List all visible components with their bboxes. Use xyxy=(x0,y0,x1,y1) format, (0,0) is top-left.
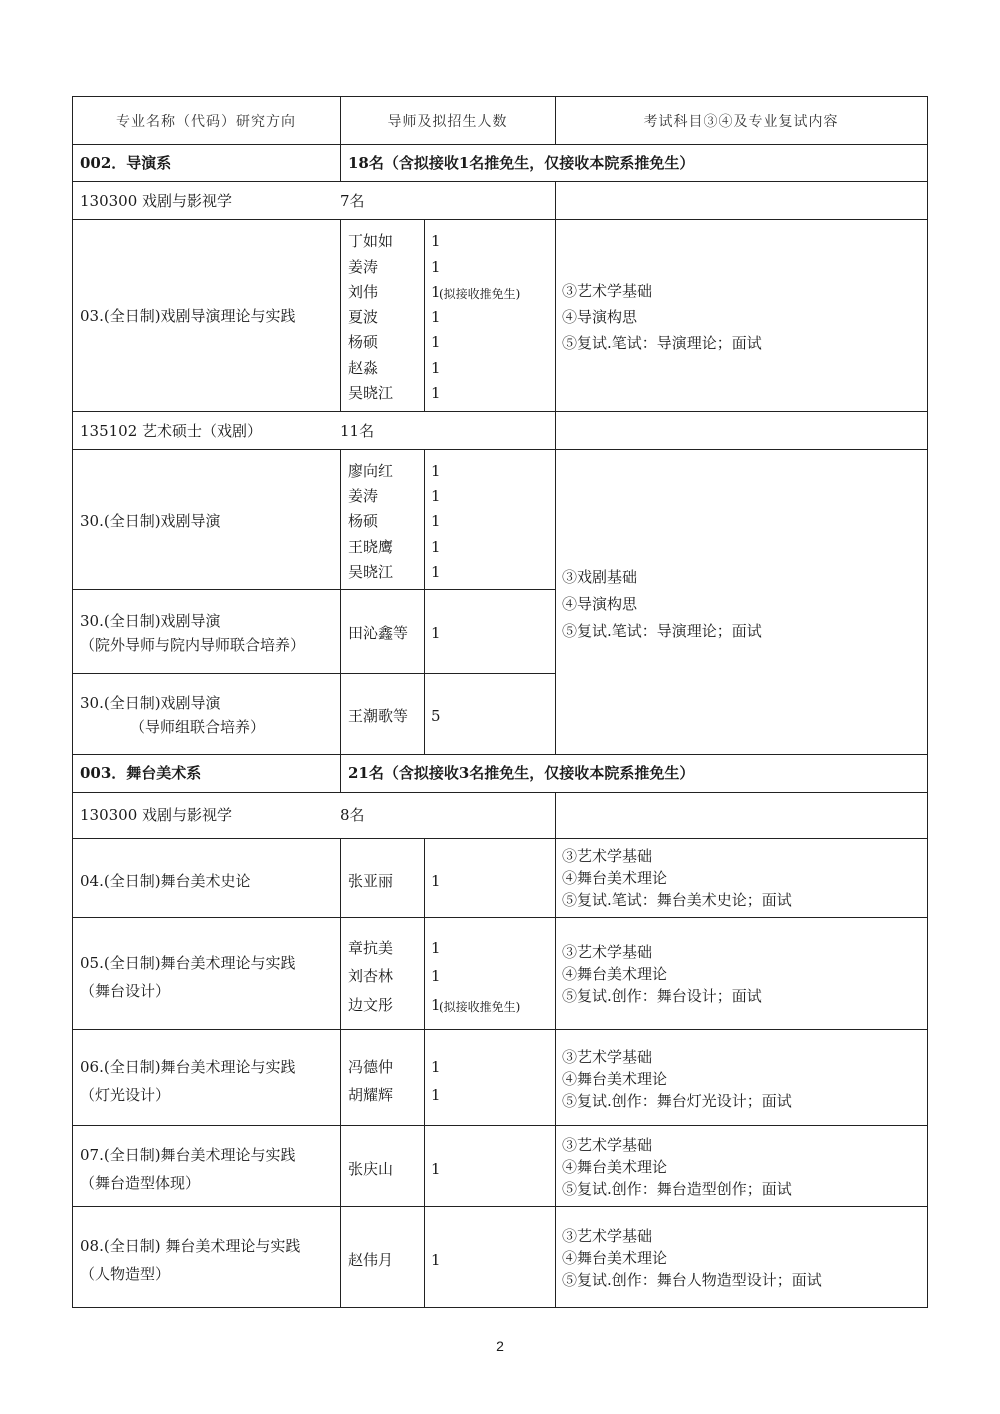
tutor-name: 王潮歌等 xyxy=(348,707,409,725)
exam-subject: ⑤复试.笔试：舞台美术史论；面试 xyxy=(562,891,792,909)
tutor-name: 吴晓江 xyxy=(348,384,394,402)
tutor-name: 刘伟 xyxy=(348,283,379,301)
tutor-quota: 1 xyxy=(431,872,441,890)
exam-subject: ⑤复试.笔试：导演理论；面试 xyxy=(562,622,762,640)
direction-subtitle: （舞台造型体现） xyxy=(80,1174,201,1192)
direction-title: 30.(全日制)戏剧导演 xyxy=(80,694,221,712)
tutor-name: 杨硕 xyxy=(348,333,379,351)
dept-quota: 21名（含拟接收3名推免生，仅接收本院系推免生） xyxy=(348,764,695,782)
exam-subject: ⑤复试.创作：舞台设计；面试 xyxy=(562,987,762,1005)
tutor-quota: 5 xyxy=(431,707,441,725)
tutor-name: 章抗美 xyxy=(348,939,394,957)
major-code-name: 130300 戏剧与影视学 xyxy=(80,192,233,210)
tutor-name: 丁如如 xyxy=(348,232,394,250)
direction-subtitle: （人物造型） xyxy=(80,1265,171,1283)
tutor-quota: 1 xyxy=(431,258,441,276)
exam-subject: ③戏剧基础 xyxy=(562,568,638,586)
exam-subject: ④舞台美术理论 xyxy=(562,869,668,887)
direction-subtitle: （舞台设计） xyxy=(80,982,171,1000)
exam-subject: ④导演构思 xyxy=(562,595,638,613)
direction-title: 08.(全日制) 舞台美术理论与实践 xyxy=(80,1237,301,1255)
tutor-name: 胡耀辉 xyxy=(348,1086,394,1104)
major-count: 7名 xyxy=(340,192,365,210)
tutor-quota: 1 xyxy=(431,308,441,326)
tutor-quota: 1 xyxy=(431,462,441,480)
tutor-name: 吴晓江 xyxy=(348,563,394,581)
major-code-name: 135102 艺术硕士（戏剧） xyxy=(80,422,263,440)
tutor-quota: 1 xyxy=(431,624,441,642)
exam-subject: ③艺术学基础 xyxy=(562,1048,653,1066)
page-number: 2 xyxy=(496,1338,504,1354)
direction-subtitle: （灯光设计） xyxy=(80,1086,171,1104)
exam-subject: ⑤复试.创作：舞台人物造型设计；面试 xyxy=(562,1271,822,1289)
tutor-quota: 1 xyxy=(431,1058,441,1076)
tutor-quota: 1 xyxy=(431,232,441,250)
header-col1: 专业名称（代码）研究方向 xyxy=(116,114,296,130)
exam-subject: ③艺术学基础 xyxy=(562,847,653,865)
dept-name: 003．舞台美术系 xyxy=(80,764,202,782)
table-border-bottom xyxy=(72,1307,928,1308)
direction-title: 03.(全日制)戏剧导演理论与实践 xyxy=(80,307,296,325)
tutor-quota: 1 xyxy=(431,487,441,505)
exam-subject: ⑤复试.创作：舞台造型创作；面试 xyxy=(562,1180,792,1198)
exam-subject: ③艺术学基础 xyxy=(562,282,653,300)
tutor-name: 赵淼 xyxy=(348,359,379,377)
major-count: 11名 xyxy=(340,422,375,440)
tutor-quota: 1 xyxy=(431,563,441,581)
tutor-quota: 1 xyxy=(431,1160,441,1178)
tutor-quota: 1 xyxy=(431,1251,441,1269)
table-border-left xyxy=(72,96,73,1308)
tutor-name: 夏波 xyxy=(348,308,379,326)
tutor-note: (拟接收推免生) xyxy=(439,287,521,301)
exam-subject: ④舞台美术理论 xyxy=(562,1249,668,1267)
direction-title: 30.(全日制)戏剧导演 xyxy=(80,612,221,630)
exam-subject: ④舞台美术理论 xyxy=(562,965,668,983)
exam-subject: ③艺术学基础 xyxy=(562,1227,653,1245)
direction-title: 07.(全日制)舞台美术理论与实践 xyxy=(80,1146,296,1164)
table-border-right xyxy=(927,96,928,1308)
tutor-quota: 1 xyxy=(431,283,441,301)
exam-subject: ④导演构思 xyxy=(562,308,638,326)
exam-subject: ④舞台美术理论 xyxy=(562,1158,668,1176)
tutor-name: 张庆山 xyxy=(348,1160,394,1178)
tutor-name: 杨硕 xyxy=(348,512,379,530)
direction-subtitle: （院外导师与院内导师联合培养） xyxy=(80,636,306,654)
tutor-name: 冯德仲 xyxy=(348,1058,394,1076)
tutor-name: 边文彤 xyxy=(348,996,394,1014)
tutor-name: 姜涛 xyxy=(348,258,379,276)
major-count: 8名 xyxy=(340,806,365,824)
exam-subject: ③艺术学基础 xyxy=(562,943,653,961)
tutor-name: 姜涛 xyxy=(348,487,379,505)
direction-subtitle: （导师组联合培养） xyxy=(130,718,266,736)
tutor-quota: 1 xyxy=(431,538,441,556)
tutor-quota: 1 xyxy=(431,967,441,985)
tutor-name: 赵伟月 xyxy=(348,1251,394,1269)
tutor-name: 廖向红 xyxy=(348,462,394,480)
tutor-quota: 1 xyxy=(431,384,441,402)
direction-title: 05.(全日制)舞台美术理论与实践 xyxy=(80,954,296,972)
tutor-quota: 1 xyxy=(431,996,441,1014)
dept-name: 002．导演系 xyxy=(80,154,172,172)
table-border-top xyxy=(72,96,928,97)
exam-subject: ③艺术学基础 xyxy=(562,1136,653,1154)
tutor-name: 张亚丽 xyxy=(348,872,394,890)
tutor-note: (拟接收推免生) xyxy=(439,1000,521,1014)
major-code-name: 130300 戏剧与影视学 xyxy=(80,806,233,824)
exam-subject: ④舞台美术理论 xyxy=(562,1070,668,1088)
tutor-quota: 1 xyxy=(431,512,441,530)
exam-subject: ⑤复试.笔试：导演理论；面试 xyxy=(562,334,762,352)
tutor-name: 刘杏林 xyxy=(348,967,394,985)
tutor-name: 田沁鑫等 xyxy=(348,624,409,642)
tutor-quota: 1 xyxy=(431,333,441,351)
direction-title: 06.(全日制)舞台美术理论与实践 xyxy=(80,1058,296,1076)
exam-subject: ⑤复试.创作：舞台灯光设计；面试 xyxy=(562,1092,792,1110)
tutor-quota: 1 xyxy=(431,939,441,957)
header-col2: 导师及拟招生人数 xyxy=(387,114,508,130)
header-col3: 考试科目③④及专业复试内容 xyxy=(643,114,839,130)
dept-quota: 18名（含拟接收1名推免生，仅接收本院系推免生） xyxy=(348,154,695,172)
tutor-quota: 1 xyxy=(431,1086,441,1104)
direction-title: 30.(全日制)戏剧导演 xyxy=(80,512,221,530)
direction-title: 04.(全日制)舞台美术史论 xyxy=(80,872,251,890)
tutor-quota: 1 xyxy=(431,359,441,377)
tutor-name: 王晓鹰 xyxy=(348,538,394,556)
